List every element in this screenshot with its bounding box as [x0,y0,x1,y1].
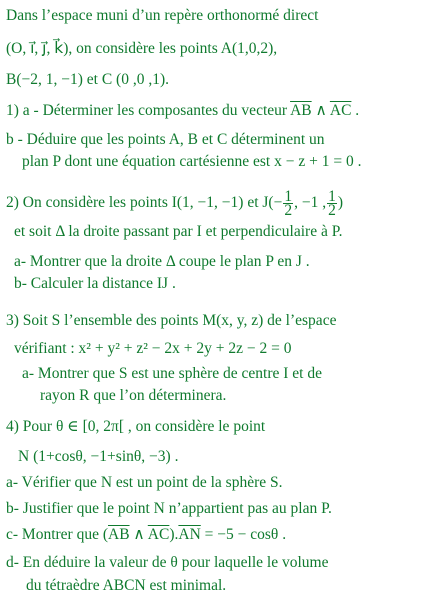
q4d-line-1: d- En déduire la valeur de θ pour laquelle le volume [6,554,329,571]
q4a-line: a- Vérifier que N est un point de la sphère S. [6,474,283,491]
q3-line-1: 3) Soit S l’ensemble des points M(x, y, z) de l’espace [6,312,337,329]
q2-text: 2) On considère les points I(1, −1, −1) et J(− [6,194,283,212]
q2a-line: a- Montrer que la droite Δ coupe le plan P en J . [14,253,310,270]
q1b-line-2: plan P dont une équation cartésienne est x − z + 1 = 0 . [22,153,362,170]
wedge-symbol: ∧ [129,526,148,543]
vector-ab: $\overline{AB}$ [290,102,312,119]
intro-line-1: Dans l’espace muni d’un repère orthonormé direct [6,7,319,24]
q3-line-2: vérifiant : x² + y² + z² − 2x + 2y + 2z − 2 = 0 [14,340,292,357]
frac-denominator: 2 [328,202,336,219]
q4c-middle: ). [169,526,179,543]
q4c-text: c- Montrer que ( [6,526,108,543]
frac-numerator: 1 [328,188,336,205]
q1b-line-1: b - Déduire que les points A, B et C déterminent un [6,131,325,148]
q2b-line: b- Calculer la distance IJ . [14,275,176,292]
vector-ac: $\overline{AC}$ [147,526,170,543]
q3a-line-2: rayon R que l’on déterminera. [40,387,227,404]
q4c-line [6,525,286,544]
vector-an: $\overline{AN}$ [178,526,201,543]
wedge-symbol: ∧ [311,102,330,119]
q1a-text: 1) a - Déterminer les composantes du vecteur [6,102,291,119]
q2-line-1 [6,190,343,217]
vector-ac: $\overline{AC}$ [329,102,352,119]
intro-line-2: (O, i⃗, j⃗, k⃗), on considère les points A(1,0,2), [6,40,278,57]
q1a-end: . [351,102,360,119]
q4-line-1: 4) Pour θ ∈ [0, 2π[ , on considère le point [6,418,266,435]
j-end: ) [337,194,343,212]
q4d-line-2: du tétraèdre ABCN est minimal. [26,577,227,594]
frac-denominator: 2 [284,202,293,219]
q2-line-2: et soit Δ la droite passant par I et perpendiculaire à P. [14,223,343,240]
q4c-end: = −5 − cosθ . [200,526,287,543]
fraction-one-half-b [327,190,337,217]
j-middle: , −1 , [294,194,327,212]
q3a-line-1: a- Montrer que S est une sphère de centre I et de [22,365,322,382]
fraction-one-half-a [283,190,293,217]
q4b-line: b- Justifier que le point N n’appartient pas au plan P. [6,500,332,517]
frac-numerator: 1 [284,188,293,205]
vector-ab: $\overline{AB}$ [108,526,130,543]
q4-line-2: N (1+cosθ, −1+sinθ, −3) . [18,448,179,465]
q1a-line [6,101,359,120]
intro-line-3: B(−2, 1, −1) et C (0 ,0 ,1). [6,71,169,88]
